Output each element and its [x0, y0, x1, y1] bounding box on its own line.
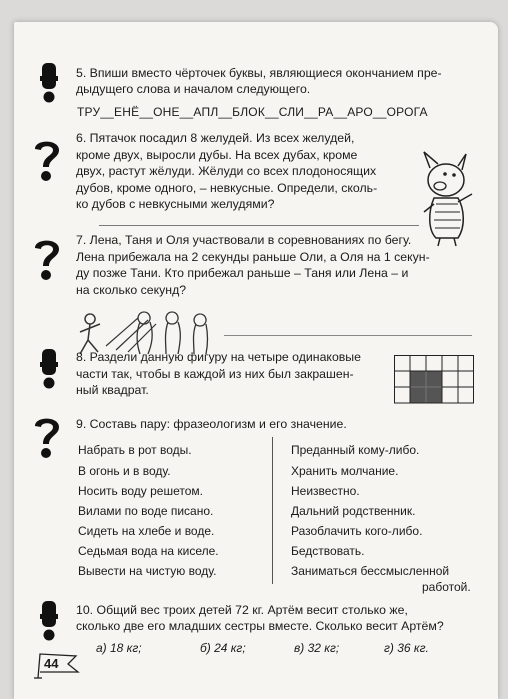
answer-option: а) 18 кг; [96, 641, 142, 655]
task6-line: кроме двух, выросли дубы. На всех дубах, кроме [76, 147, 358, 162]
exclamation-icon [36, 62, 62, 104]
idiom-item: Седьмая вода на киселе. [78, 544, 219, 558]
task8-line: ный квадрат. [76, 383, 149, 397]
meaning-item: Заниматься бессмысленной [291, 564, 450, 578]
idiom-item: В огонь и в воду. [78, 464, 171, 478]
column-divider [272, 437, 273, 584]
answer-line [224, 335, 472, 336]
question-mark-icon [30, 235, 64, 283]
meaning-item: Дальний родственник. [291, 504, 416, 518]
task9-title: 9. Составь пару: фразеологизм и его значение. [76, 417, 347, 431]
task8-line: части так, чтобы в каждой из них был закрашен- [76, 366, 354, 381]
task6-text [76, 130, 377, 213]
task7-text [76, 232, 430, 298]
idiom-item: Носить воду решетом. [78, 484, 203, 498]
question-mark-icon [30, 413, 64, 461]
idiom-item: Вилами по воде писано. [78, 504, 214, 518]
task5-line2: дыдущего слова и началом следующего. [76, 82, 311, 96]
task8-text [76, 349, 361, 399]
workbook-page [14, 22, 498, 699]
task6-line: 6. Пятачок посадил 8 желудей. Из всех желудей, [76, 131, 355, 145]
task5-word-chain: ТРУ__ЕНЁ__ОНЕ__АПЛ__БЛОК__СЛИ__РА__АРО__ОРОГА [77, 105, 428, 119]
idiom-item: Вывести на чистую воду. [78, 564, 217, 578]
meaning-item: Разоблачить кого-либо. [291, 524, 423, 538]
answer-line [99, 225, 419, 226]
answer-option: г) 36 кг. [384, 641, 429, 655]
answer-option: б) 24 кг; [200, 641, 246, 655]
meaning-item: Бедствовать. [291, 544, 365, 558]
idiom-item: Сидеть на хлебе и воде. [78, 524, 215, 538]
task6-line: двух, растут жёлуди. Жёлуди со всех плодоносящих [76, 164, 377, 178]
task10-line2: сколько две его младших сестры вместе. Сколько весит Артём? [76, 619, 444, 633]
idiom-item: Набрать в рот воды. [78, 443, 192, 457]
meaning-item: Неизвестно. [291, 484, 360, 498]
meaning-item: Преданный кому-либо. [291, 443, 420, 457]
task7-line: 7. Лена, Таня и Оля участвовали в соревнованиях по бегу. [76, 233, 412, 247]
task6-line: ко дубов с невкусными желудями? [76, 197, 275, 211]
answer-option: в) 32 кг; [294, 641, 340, 655]
question-mark-icon [30, 136, 64, 184]
meaning-item: Хранить молчание. [291, 464, 399, 478]
task6-line: дубов, кроме одного, – невкусные. Определи, сколь- [76, 180, 378, 195]
task7-line: ду позже Тани. Кто прибежал раньше – Таня или Лена – и [76, 266, 409, 280]
meaning-item-continuation: работой. [422, 580, 471, 594]
page-number: 44 [44, 656, 59, 671]
task7-line: Лена прибежала на 2 секунды раньше Оли, а Оля на 1 секун- [76, 249, 430, 264]
task7-line: на сколько секунд? [76, 282, 187, 297]
task8-line: 8. Раздели данную фигуру на четыре одинаковые [76, 350, 361, 364]
task5-line1: 5. Впиши вместо чёрточек буквы, являющиеся окончанием пре- [76, 66, 442, 80]
task10-line1: 10. Общий вес троих детей 72 кг. Артём весит столько же, [76, 603, 408, 617]
exclamation-icon [36, 348, 62, 390]
exclamation-icon [36, 600, 62, 642]
grid-figure [394, 355, 474, 405]
